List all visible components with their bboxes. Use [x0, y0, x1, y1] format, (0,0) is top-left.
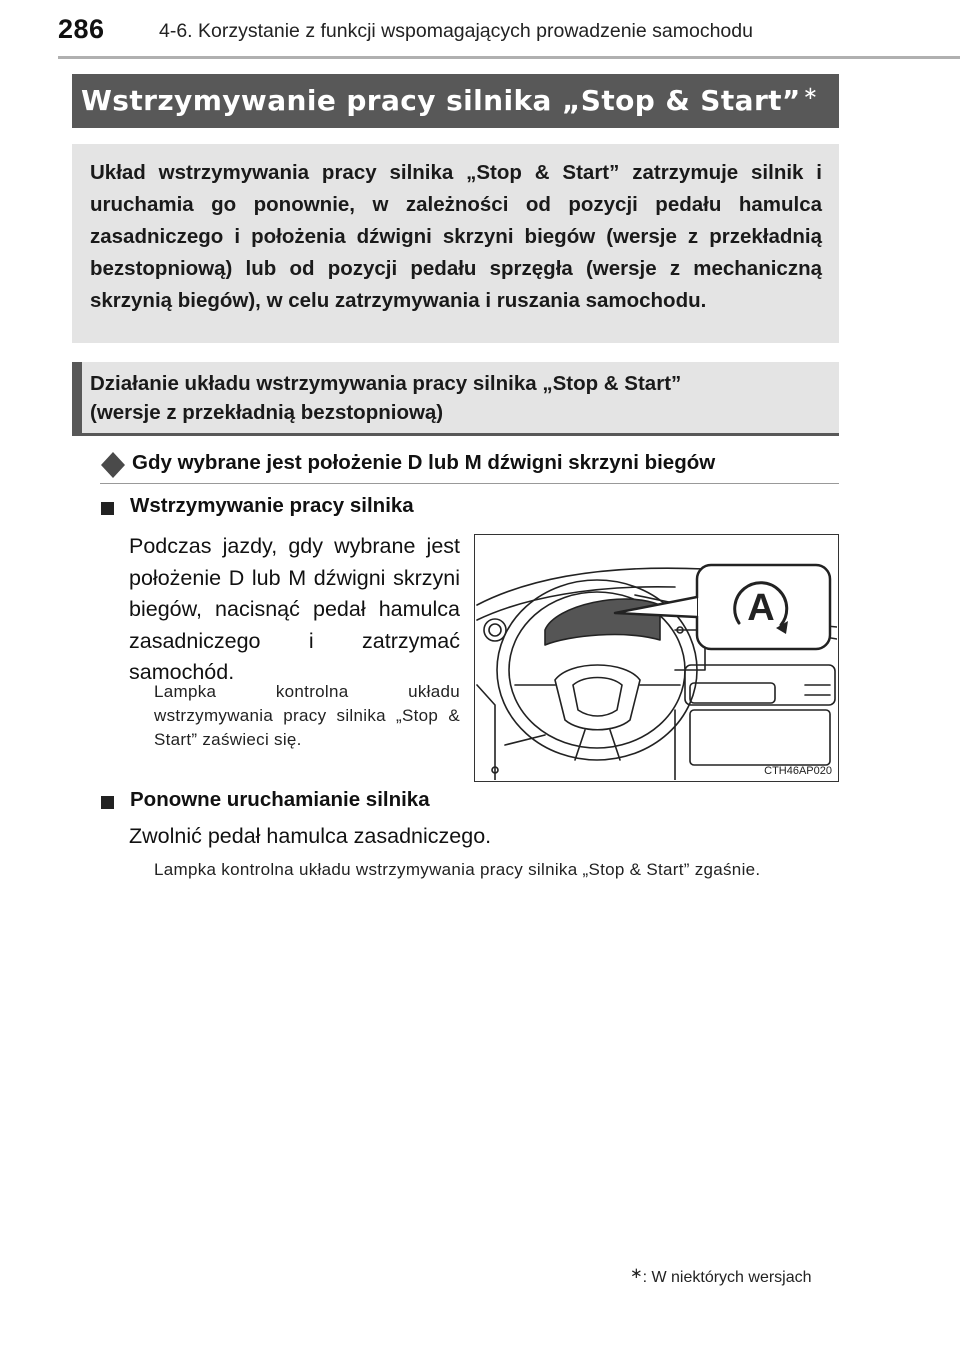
footnote-text: : W niektórych wersjach — [642, 1269, 812, 1286]
section-heading-text — [90, 369, 829, 427]
item-2-body: Zwolnić pedał hamulca zasadniczego. — [129, 824, 492, 848]
square-bullet-icon — [101, 796, 114, 809]
item-2-heading: Ponowne uruchamianie silnika — [130, 788, 430, 811]
item-1-note: Lampka kontrolna układu wstrzymywania pracy silnika „Stop & Start” zaświeci się. — [154, 682, 460, 749]
footnote-asterisk: ∗ — [630, 1265, 643, 1282]
intro-text: Układ wstrzymywania pracy silnika „Stop & Start” zatrzymuje silnik i uruchamia go ponownie, w zależności od pozycji pedału hamulca zasadniczego i położenia dźwigni skrzyni biegów (wersje z przekładnią bezstopniową) lub od pozycji pedału sprzęgła (wersje z mechaniczną skrzynią biegów), w celu zatrzymywania i ruszania samochodu. — [90, 161, 822, 312]
item-2-note: Lampka kontrolna układu wstrzymywania pracy silnika „Stop & Start” zgaśnie. — [154, 860, 761, 879]
item-1-body: Podczas jazdy, gdy wybrane jest położenie D lub M dźwigni skrzyni biegów, nacisnąć pedał hamulca zasadniczego i zatrzymać samochód. — [129, 534, 460, 684]
section-heading-line-1: Działanie układu wstrzymywania pracy silnika „Stop & Start” — [90, 372, 682, 395]
callout-label: A — [747, 587, 775, 629]
subsection-heading — [100, 447, 839, 484]
figure-code: CTH46AP020 — [764, 765, 832, 777]
page-number: 286 — [58, 14, 105, 44]
title-asterisk: ∗ — [802, 83, 819, 104]
section-rule — [72, 433, 839, 436]
section-heading — [72, 362, 839, 433]
header-rule — [58, 56, 960, 59]
footnote — [630, 1264, 812, 1287]
dashboard-drawing — [475, 535, 837, 780]
title-bar — [72, 74, 839, 128]
intro-box — [72, 144, 839, 343]
dashboard-illustration — [474, 534, 839, 782]
diamond-icon — [100, 452, 126, 478]
square-bullet-icon — [101, 502, 114, 515]
title-text: Wstrzymywanie pracy silnika „Stop & Start” — [81, 84, 801, 117]
item-1-heading: Wstrzymywanie pracy silnika — [130, 494, 414, 517]
section-heading-line-2: (wersje z przekładnią bezstopniową) — [90, 401, 444, 424]
running-head: 4-6. Korzystanie z funkcji wspomagających prowadzenie samochodu — [159, 20, 753, 42]
subsection-heading-text: Gdy wybrane jest położenie D lub M dźwigni skrzyni biegów — [132, 451, 716, 474]
